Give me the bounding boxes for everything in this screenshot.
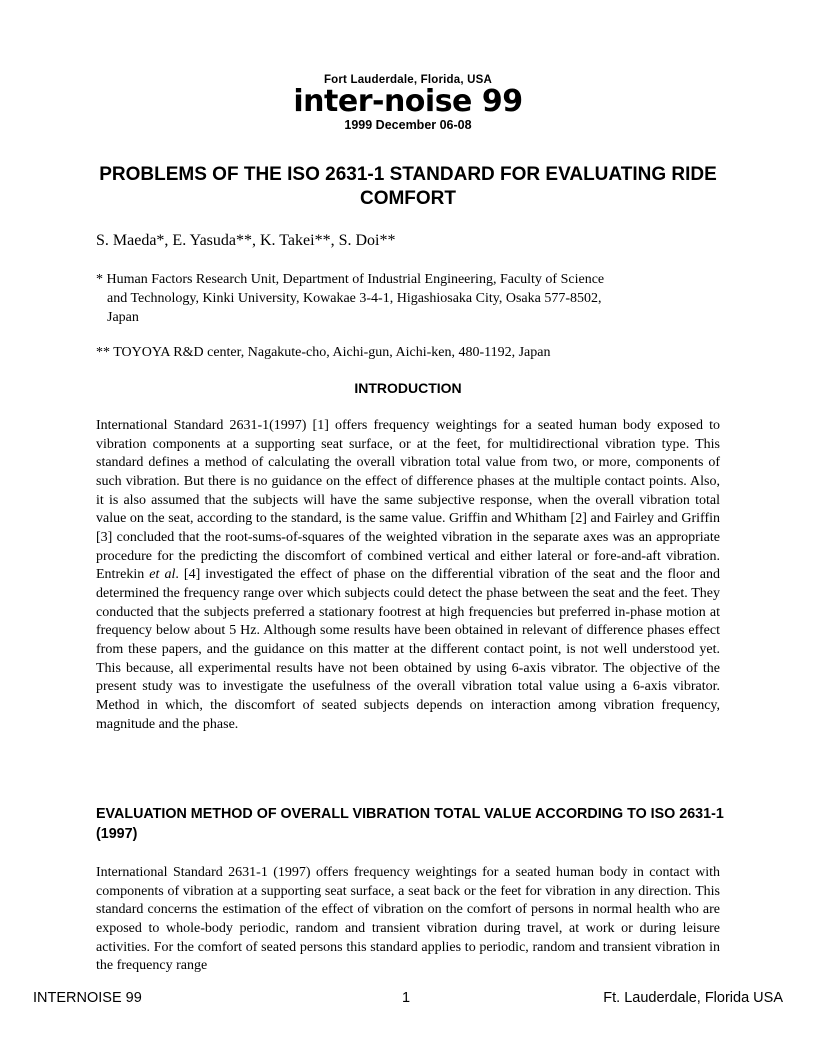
intro-etal: et al <box>149 567 176 583</box>
conference-logo <box>0 74 816 132</box>
introduction-heading: INTRODUCTION <box>354 380 462 396</box>
intro-text-part-2: . [4] investigated the effect of phase on the differential vibration of the seat and the floor and determined the frequency range over which subjects could detect the phase between the seat and the feet. They conducted that the subjects preferred a stationary footrest at high frequencies but preferred in-phase motion at frequency below about 5 Hz. Although some results have been obtained in relevant of difference phases effect from these papers, and the guidance on this matter at the different contact point, is not well understood yet. This because, all experimental results have not been obtained by using 6-axis vibrator. The objective of the present study was to investigate the usefulness of the overall vibration total value using a 6-axis vibrator. Method in which, the discomfort of seated subjects depends on interaction among vibration frequency, magnitude and the phase. <box>96 567 721 732</box>
paper-title: PROBLEMS OF THE ISO 2631-1 STANDARD FOR EVALUATING RIDE COMFORT <box>99 164 717 209</box>
affiliation-line: * Human Factors Research Unit, Department of Industrial Engineering, Faculty of Science <box>96 272 605 287</box>
affiliation-1 <box>96 270 696 327</box>
footer-location: Ft. Lauderdale, Florida USA <box>603 990 783 1006</box>
affiliation-2 <box>96 343 696 362</box>
conference-location: Fort Lauderdale, Florida, USA <box>323 74 493 86</box>
evaluation-paragraph: International Standard 2631-1 (1997) offers frequency weightings for a seated human body in contact with components of vibration at a supporting seat surface, a seat back or the feet for vibration in any direction. This standard concerns the estimation of the effect of vibration on the comfort of persons in normal health who are exposed to whole-body periodic, random and transient vibration during travel, at work or during leisure activities. For the comfort of seated persons this standard applies to periodic, random and transient vibration in the frequency range <box>96 865 720 974</box>
affiliation-line: Japan <box>107 310 139 325</box>
conference-brand: inter-noise 99 <box>293 84 523 119</box>
introduction-paragraph <box>96 417 720 734</box>
affiliation-line: ** TOYOYA R&D center, Nagakute-cho, Aichi-gun, Aichi-ken, 480-1192, Japan <box>96 345 551 360</box>
footer-conference: INTERNOISE 99 <box>33 990 142 1006</box>
author-list: S. Maeda*, E. Yasuda**, K. Takei**, S. Doi** <box>96 232 396 249</box>
page-number: 1 <box>402 990 411 1006</box>
intro-text-part-1: International Standard 2631-1(1997) [1] offers frequency weightings for a seated human body exposed to vibration components at a supporting seat surface, or at the feet, for multidirectional vibration type. This standard defines a method of calculating the overall vibration total value from two, or more, components of such vibration. But there is no guidance on the effect of difference phases at the multiple contact points. Also, it is also assumed that the subjects will have the same subjective response, when the overall vibration total value on the seat, according to the standard, is the same value. Griffin and Whitham [2] and Fairley and Griffin [3] concluded that the root-sums-of-squares of the weighted vibration in the separate axes was an appropriate procedure for the predicting the discomfort of combined vertical and either lateral or fore-and-aft vibration. Entrekin <box>96 418 720 583</box>
conference-date: 1999 December 06-08 <box>344 118 472 132</box>
affiliation-line: and Technology, Kinki University, Kowakae 3-4-1, Higashiosaka City, Osaka 577-8502, <box>107 291 602 306</box>
evaluation-heading: EVALUATION METHOD OF OVERALL VIBRATION TOTAL VALUE ACCORDING TO ISO 2631-1 (1997) <box>96 806 724 842</box>
